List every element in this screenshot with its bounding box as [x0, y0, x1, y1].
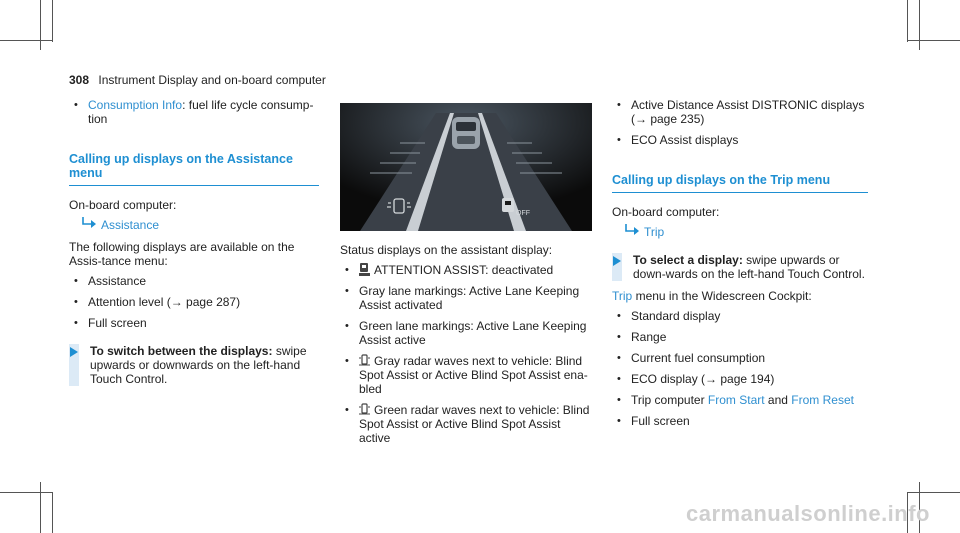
step-arrow-icon: [613, 256, 621, 266]
list-item: [340, 403, 592, 445]
step-title: To select a display:: [633, 253, 743, 267]
column-1: [69, 98, 319, 386]
blind-spot-assist-icon: [359, 354, 370, 367]
consumption-info-link[interactable]: Consumption Info: [88, 98, 183, 112]
list-item: • Gray lane markings: Active Lane Keeping Assist activated: [340, 284, 592, 312]
page-reference[interactable]: Active Distance Assist DISTRONIC displays (→ page 235): [631, 98, 865, 126]
crop-mark: [40, 482, 41, 533]
step-text: swipe upwards or downwards on the left-hand Touch Control.: [90, 344, 307, 386]
column-3: [612, 98, 868, 435]
list-item: • ECO Assist displays: [612, 133, 868, 147]
watermark: carmanualsonline.info: [686, 501, 930, 526]
menu-path-label: Trip: [644, 225, 665, 239]
crop-mark: [0, 40, 52, 41]
crop-mark: [907, 492, 960, 493]
list-item-text: Gray radar waves next to vehicle: Blind Spot Assist or Active Blind Spot Assist ena-bled: [359, 354, 588, 396]
page-header-title: Instrument Display and on-board computer: [98, 73, 326, 87]
list-item: [612, 393, 868, 407]
onboard-label: On-board computer:: [612, 205, 720, 219]
column-2: [340, 98, 592, 452]
step-text: swipe upwards or down-wards on the left-hand Touch Control.: [633, 253, 865, 281]
section-title-trip: Calling up displays on the Trip menu: [612, 173, 868, 193]
crop-mark: [907, 40, 960, 41]
crop-mark: [907, 0, 908, 42]
crop-mark: [40, 0, 41, 50]
crop-mark: [52, 492, 53, 533]
list-item: • Current fuel consumption: [612, 351, 868, 365]
menu-arrow-icon: [624, 223, 640, 237]
menu-path-assistance[interactable]: [69, 218, 319, 232]
onboard-label: On-board computer:: [69, 198, 177, 212]
trip-menu-line: [612, 289, 868, 303]
list-item: • Assistance: [69, 274, 319, 288]
from-start-link[interactable]: From Start: [707, 393, 765, 407]
trip-menu-text: menu in the Widescreen Cockpit:: [632, 289, 812, 303]
crop-mark: [0, 492, 52, 493]
trip-link[interactable]: Trip: [612, 289, 633, 303]
crop-mark: [52, 0, 53, 42]
list-item: • Range: [612, 330, 868, 344]
section-title-assistance: Calling up displays on the Assistance menu: [69, 152, 319, 186]
description: The following displays are available on the Assis-tance menu:: [69, 240, 295, 268]
instruction-step: [69, 344, 319, 386]
page-reference[interactable]: ECO display (→ page 194): [631, 372, 775, 386]
list-item: • Full screen: [69, 316, 319, 330]
page-reference[interactable]: Attention level (→ page 287): [88, 295, 241, 309]
step-title: To switch between the displays:: [90, 344, 273, 358]
list-item: [69, 295, 319, 309]
attention-assist-off-icon: [359, 263, 370, 276]
page-number: 308: [69, 73, 90, 87]
list-item-text: Trip computer: [631, 393, 708, 407]
list-item-text: ATTENTION ASSIST: deactivated: [374, 263, 554, 277]
crop-mark: [919, 0, 920, 50]
list-item: [340, 354, 592, 396]
blind-spot-assist-icon: [359, 403, 370, 416]
instruction-step: [612, 253, 868, 281]
list-item: • Full screen: [612, 414, 868, 428]
menu-path-label: Assistance: [101, 218, 160, 232]
list-item: [340, 263, 592, 277]
list-item: [612, 98, 868, 126]
menu-arrow-icon: [81, 216, 97, 230]
list-item: • Standard display: [612, 309, 868, 323]
list-item-text: and: [764, 393, 792, 407]
figure-caption: Status displays on the assistant display:: [340, 243, 553, 257]
list-item-text: : fuel life cycle consump-tion: [88, 98, 314, 126]
step-arrow-icon: [70, 347, 78, 357]
list-item-text: Green radar waves next to vehicle: Blind Spot Assist or Active Blind Spot Assist active: [359, 403, 590, 445]
page-header: [69, 73, 326, 87]
from-reset-link[interactable]: From Reset: [791, 393, 854, 407]
list-item: [69, 98, 319, 126]
list-item: • Green lane markings: Active Lane Keeping Assist active: [340, 319, 592, 347]
menu-path-trip[interactable]: [612, 225, 868, 239]
list-item: [612, 372, 868, 386]
off-label: OFF: [516, 210, 530, 217]
